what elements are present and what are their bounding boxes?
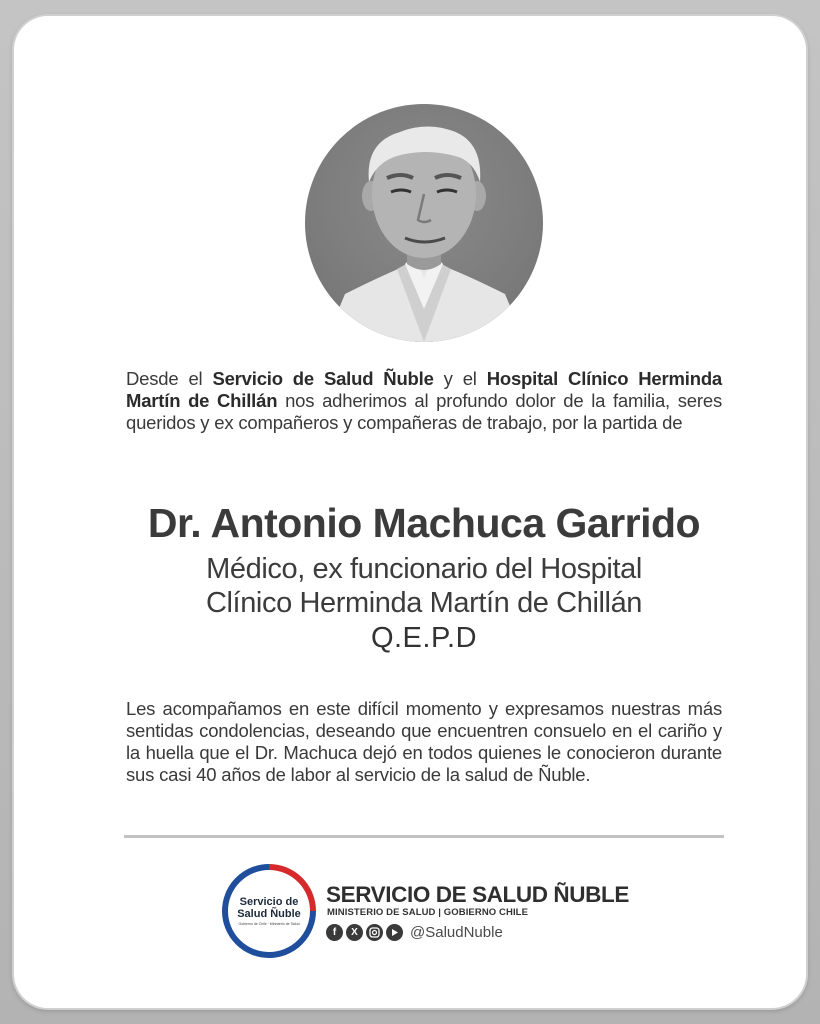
servicio-salud-logo <box>222 864 316 958</box>
deceased-name: Dr. Antonio Machuca Garrido <box>147 500 701 546</box>
role-line-2: Clínico Herminda Martín de Chillán <box>205 587 643 619</box>
deceased-role <box>94 552 754 620</box>
divider <box>124 835 724 838</box>
logo-line-1: Servicio de <box>239 895 299 908</box>
logo-small-text: Gobierno de Chile · Ministerio de Salud <box>238 921 300 926</box>
obituary-card <box>14 16 806 1008</box>
intro-lead: Desde el <box>126 368 203 389</box>
intro-rest: nos adherimos al profundo dolor de la familia, seres queridos y ex compañeros y compañeras de trabajo, por la partida de <box>126 390 722 433</box>
youtube-icon[interactable] <box>386 924 403 941</box>
instagram-icon[interactable] <box>366 924 383 941</box>
org-name: SERVICIO DE SALUD ÑUBLE <box>326 882 629 907</box>
portrait-photo <box>305 104 543 342</box>
social-links <box>326 922 503 942</box>
intro-joiner: y el <box>443 368 477 389</box>
qepd-label: Q.E.P.D <box>370 622 478 654</box>
ministry-label: MINISTERIO DE SALUD | GOBIERNO CHILE <box>327 907 529 918</box>
role-line-1: Médico, ex funcionario del Hospital <box>206 553 642 585</box>
social-handle[interactable]: @SaludNuble <box>410 923 503 941</box>
condolence-paragraph: Les acompañamos en este difícil momento y expresamos nuestras más sentidas condolencias, deseando que encuentren consuelo en el cariño y la huella que el Dr. Machuca dejó en todos quienes le conocieron durante sus casi 40 años de labor al servicio de la salud de Ñuble. <box>126 698 722 785</box>
facebook-icon[interactable]: f <box>326 924 343 941</box>
intro-paragraph <box>126 368 722 434</box>
logo-line-2: Salud Ñuble <box>237 907 301 920</box>
intro-org-servicio: Servicio de Salud Ñuble <box>212 368 434 389</box>
x-icon[interactable]: X <box>346 924 363 941</box>
intro-org-hospital: Hospital Clínico Herminda Martín de Chillán <box>126 368 723 411</box>
logo-text <box>222 864 316 958</box>
